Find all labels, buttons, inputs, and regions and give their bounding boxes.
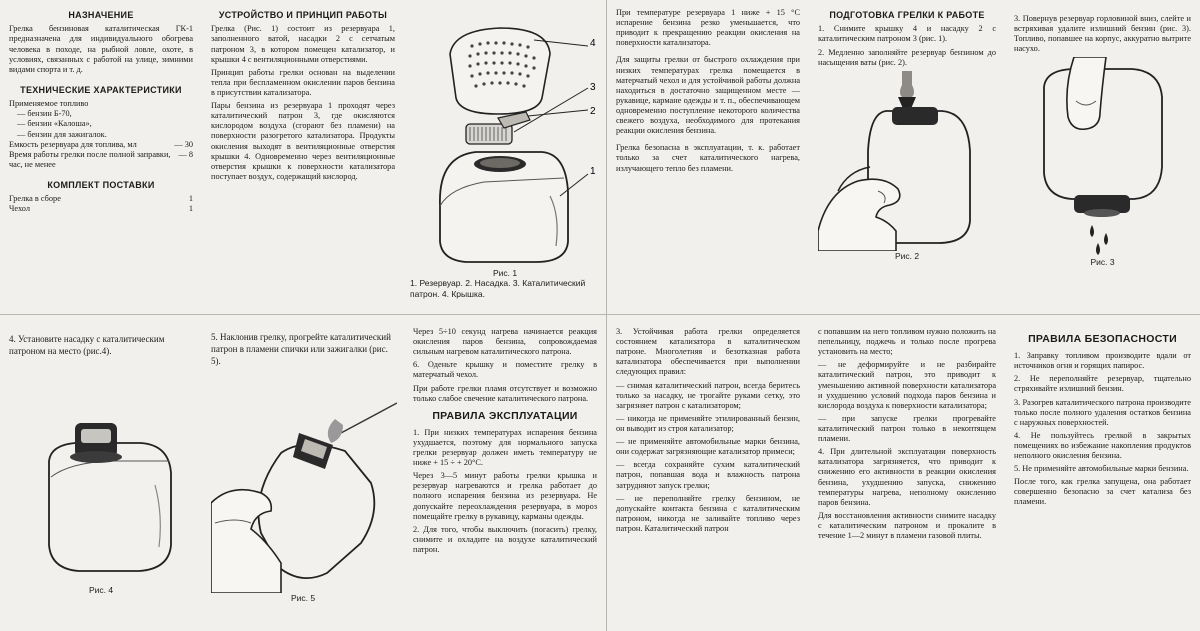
panel-drain [1005, 0, 1200, 314]
draining-drawing [1014, 57, 1192, 257]
fuel-item-3: — бензин для зажигалок. [17, 129, 107, 139]
preheating-drawing [211, 373, 397, 593]
heading-safety: ПРАВИЛА БЕЗОПАСНОСТИ [1028, 333, 1177, 345]
safety-rule-1: 1. Заправку топливом производите вдали от источников огня и горящих папирос. [1014, 351, 1191, 371]
heading-kit: КОМПЛЕКТ ПОСТАВКИ [47, 180, 155, 190]
figure-2-caption: Рис. 2 [894, 250, 920, 261]
figure-5-caption: Рис. 5 [290, 593, 316, 604]
filling-drawing [818, 71, 996, 251]
heading-specs: ТЕХНИЧЕСКИЕ ХАРАКТЕРИСТИКИ [20, 84, 182, 95]
exploded-view-drawing [410, 6, 600, 268]
kit-item-qty: 1 [188, 194, 193, 204]
rule-3-bullet-2: — никогда не применяйте этилированный бензин, он выводит из строя катализатор; [616, 413, 800, 433]
safety-rule-5: 5. Не применяйте автомобильные марки бензина. [1014, 464, 1189, 474]
rule-4-restore: Для восстановления активности снимите насадку с каталитическим патроном и прокалите в течение 1—2 минут в пламени газовой плиты. [818, 510, 996, 541]
rule-4: 4. При длительной эксплуатации поверхность катализатора загрязняется, что приводит к снижению его активности в реакции окисления бензина, ухудшению запуска, снижению температуры нагрева, неполному окислению паров бензина. [818, 447, 996, 507]
heading-purpose: НАЗНАЧЕНИЕ [68, 10, 134, 20]
bullet-6: — не деформируйте и не разбирайте каталитический патрон, это приводит к уменьшению активной поверхности катализатора и ухудшению условий подхода паров бензина и кислорода воздуха к поверхности катализатора; [818, 360, 996, 410]
callout-3: 3 [590, 82, 596, 93]
prep-step-4: 4. Установите насадку с каталитическим патроном на место (рис.4). [9, 334, 165, 357]
capacity-row [9, 140, 193, 150]
capacity-value: — 30 [174, 139, 193, 149]
kit-row-2 [9, 204, 193, 214]
panel-install-nozzle [0, 315, 202, 631]
device-para-2: Принцип работы грелки основан на выделении тепла при беспламенном окислении паров бензина в присутствии катализатора. [211, 67, 395, 97]
runtime-row [9, 150, 193, 170]
rule-3: 3. Устойчивая работа грелки определяется состоянием катализатора в каталитическом патроне. Многолетняя и безотказная работа катализатора обеспечивается при выполнении следующих правил: [616, 327, 800, 377]
installed-nozzle-drawing [9, 365, 193, 585]
kit-row-1 [9, 194, 193, 204]
figure-3-caption: Рис. 3 [1090, 257, 1115, 268]
panel-purpose-specs [0, 0, 202, 314]
panel-operation-rules [404, 315, 606, 631]
panel-maintenance [809, 315, 1005, 631]
panel-low-temp [607, 0, 809, 314]
runtime-label: Время работы грелки после полной заправки, час, не менее [9, 149, 171, 169]
bullet-5-cont: с попавшим на него топливом нужно положить на пепельницу, поджечь и только после прогрева установить на место; [818, 327, 996, 357]
capacity-label: Емкость резервуара для топлива, мл [9, 139, 137, 149]
panel-safety [1005, 315, 1200, 631]
kit-item-label: Чехол [9, 204, 30, 214]
rule-3-bullet-1: — снимая каталитический патрон, всегда беритесь только за насадку, не трогайте руками сетку, это загрязняет патрон с катализатором; [616, 380, 800, 410]
panel-catalyst-care [607, 315, 809, 631]
heat-para-1: Через 5÷10 секунд нагрева начинается реакция окисления паров бензина, сопровождаемая сильным нагревом каталитического патрона. [413, 327, 597, 357]
heading-preparation: ПОДГОТОВКА ГРЕЛКИ К РАБОТЕ [829, 10, 985, 20]
rule-3-bullet-3: — не применяйте автомобильные марки бензина, они содержат загрязняющие катализатор примеси; [616, 437, 800, 457]
prep-step-3: 3. Повернув резервуар горловиной вниз, слейте и встряхивая удалите излишний бензин (рис. 3). Топливо, попавшее на корпус, аккуратно вытрите насухо. [1014, 14, 1191, 54]
prep-step-1: 1. Снимите крышку 4 и насадку 2 с каталитическим патроном 3 (рис. 1). [818, 24, 996, 44]
callout-1: 1 [590, 166, 596, 177]
safety-closing: После того, как грелка запущена, она работает совершенно безопасно за счет катализа без пламени. [1014, 477, 1191, 507]
heading-operation-rules: ПРАВИЛА ЭКСПЛУАТАЦИИ [432, 409, 578, 422]
fuel-item-2: — бензин «Калоша», [17, 119, 92, 129]
lowtemp-para-1: При температуре резервуара 1 ниже + 15 °С испарение бензина резко уменьшается, что приводит к прекращению реакции окисления на поверхности катализатора. [616, 8, 800, 48]
rule-1-cont: Через 3—5 минут работы грелки крышка и резервуар нагреваются и грелка работает до полного испарения бензина из резервуара. Не допускайте переохлаждения резервуара, в мороз помещайте грелку в рукавицу, карманы одежды. [413, 471, 597, 521]
bullet-7: — при запуске грелки прогревайте каталитический патрон только в некоптящем пламени. [818, 413, 996, 444]
prep-step-5: 5. Наклонив грелку, прогрейте каталитический патрон в пламени спички или зажигалки (рис. 5). [211, 332, 391, 367]
callout-4: 4 [590, 38, 596, 49]
safety-rule-3: 3. Разогрев каталитического патрона производите только после полного удаления остатков бензина с наружных поверхностей. [1014, 397, 1191, 427]
panel-preheat [202, 315, 404, 631]
fuel-item-1: — бензин Б-70, [17, 109, 72, 119]
safety-rule-2: 2. Не переполняйте резервуар, тщательно стряхивайте излишний бензин. [1014, 374, 1191, 394]
kit-item-qty: 1 [188, 204, 193, 214]
rule-2: 2. Для того, чтобы выключить (погасить) грелку, снимите и охладите на воздухе каталитический патрон. [413, 524, 597, 555]
kit-item-label: Грелка в сборе [9, 194, 61, 204]
heat-para-3: При работе грелки пламя отсутствует и возможно только слабое свечение каталитического патрона. [413, 383, 597, 403]
heat-para-2: 6. Оденьте крышку и поместите грелку в матерчатый чехол. [413, 360, 597, 380]
panel-device [202, 0, 404, 314]
lowtemp-para-2: Для защиты грелки от быстрого охлаждения при низких температурах грелка помещается в матерчатый чехол и для устойчивой работы должна находиться в достаточно защищенном месте — рукавице, кармане одежды и т. п., обеспечивающем одновременно поступление некоторого количества свежего воздуха, необходимого для протекания реакции окисления бензина. [616, 55, 800, 136]
panel-preparation [809, 0, 1005, 314]
safety-rule-4: 4. Не пользуйтесь грелкой в закрытых помещениях во избежание накопления продуктов неполного окисления бензина. [1014, 430, 1191, 461]
callout-2: 2 [590, 106, 596, 117]
figure-1-title: Рис. 1 [492, 268, 518, 278]
rule-1: 1. При низких температурах испарения бензина ухудшается, поэтому для нормального запуска грелки резервуар должен иметь температуру не ниже + 15 ÷ + 20°С. [413, 427, 597, 468]
lowtemp-para-3: Грелка безопасна в эксплуатации, т. к. работает только за счет каталитического нагрева, излучающего тепло без пламени. [616, 143, 800, 173]
runtime-value: — 8 [178, 149, 193, 159]
device-para-1: Грелка (Рис. 1) состоит из резервуара 1, заполненного ватой, насадки 2 с сетчатым патроном 3, в котором помещен катализатор, и крышки 4 с вентиляционными отверстиями. [211, 24, 395, 64]
figure-4-caption: Рис. 4 [88, 585, 114, 596]
figure-1-caption: 1. Резервуар. 2. Насадка. 3. Каталитический патрон. 4. Крышка. [410, 278, 586, 299]
heading-device: УСТРОЙСТВО И ПРИНЦИП РАБОТЫ [218, 10, 388, 20]
device-para-3: Пары бензина из резервуара 1 проходят через каталитический патрон 3, где окисляются кислородом воздуха (сгорают без пламени) на поверхности разогретого катализатора. Продукты окисления выходят в вентиляционные отверстия крышки 4. Одновременно через вентиляционные отверстия крышки к поверхности катализатора поступает воздух, содержащий кислород. [211, 101, 395, 181]
rule-3-bullet-4: — всегда сохраняйте сухим каталитический патрон, попавшая вода и влажность патрона затрудняют запуск грелки; [616, 460, 800, 490]
rule-3-bullet-5: — не переполняйте грелку бензином, не допускайте контакта бензина с каталитическим патроном, никогда не заливайте топливо через патрон. Каталитический патрон [616, 493, 800, 533]
panel-figure-1 [404, 0, 606, 314]
fuel-label: Применяемое топливо [9, 99, 89, 109]
prep-step-2: 2. Медленно заполняйте резервуар бензином до насыщения ваты (рис. 2). [818, 47, 996, 67]
purpose-text: Грелка бензиновая каталитическая ГК-1 предназначена для индивидуального обогрева человека в походе, на рыбной ловле, охоте, в условиях, связанных с работой на улице, зимними видами спорта и т. д. [9, 24, 193, 74]
